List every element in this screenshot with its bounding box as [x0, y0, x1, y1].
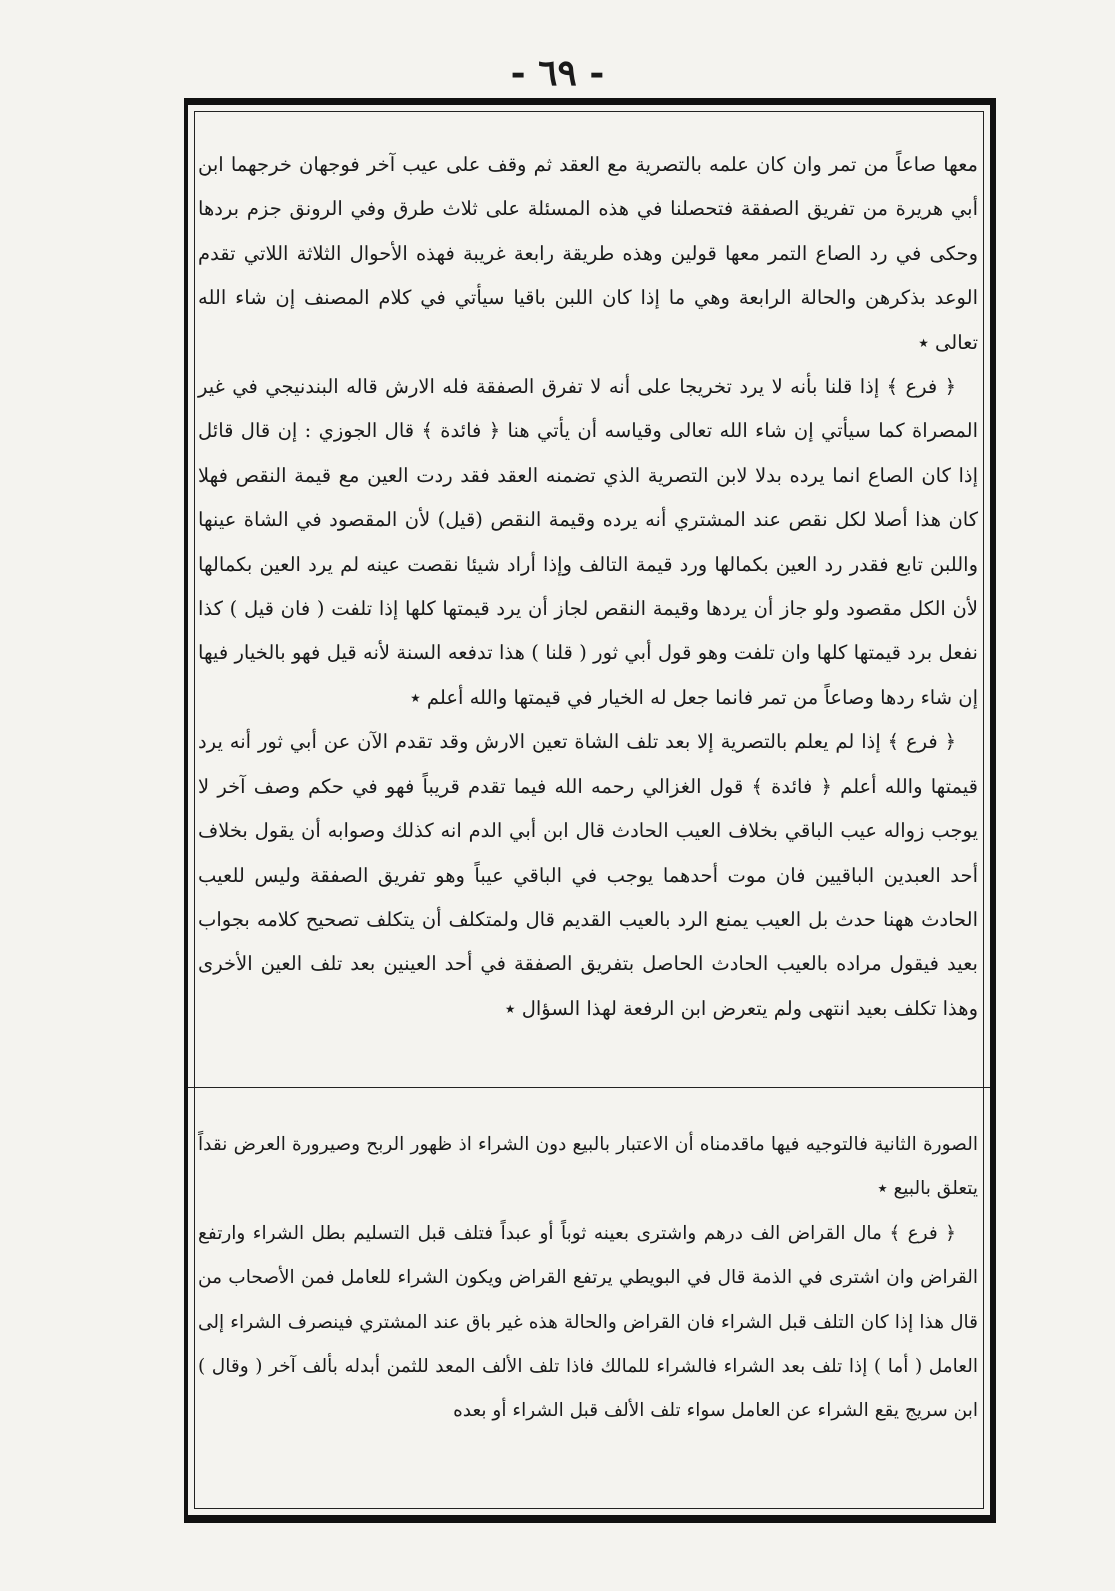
- section-divider: [188, 1087, 990, 1088]
- page-number: - ٦٩ -: [510, 52, 605, 94]
- paragraph: الصورة الثانية فالتوجيه فيها ماقدمناه أن الاعتبار بالبيع دون الشراء اذ ظهور الربح وصيرورة العرض نقداً يتعلق بالبيع ٭: [198, 1134, 978, 1200]
- paragraph: معها صاعاً من تمر وان كان علمه بالتصرية مع العقد ثم وقف على عيب آخر فوجهان خرجهما ابن أبي هريرة من تفريق الصفقة فتحصلنا في هذه المسئلة على ثلاث طرق وفي الرونق جزم بردها وحكى في رد الصاع التمر معها قولين وهذه طريقة رابعة غريبة فهذه الأحوال الثلاثة اللاتي تقدم الوعد بذكرهن والحالة الرابعة وهي ما إذا كان اللبن باقيا سيأتي في كلام المصنف إن شاء الله تعالى ٭: [198, 153, 978, 354]
- page-frame: [184, 98, 996, 1523]
- paragraph: ﴿ فرع ﴾ مال القراض الف درهم واشترى بعينه ثوباً أو عبداً فتلف قبل التسليم بطل الشراء وارتفع القراض وان اشترى في الذمة قال في البويطي يرتفع القراض ويكون الشراء للعامل فمن الأصحاب من قال هذا إذا كان التلف قبل الشراء فان القراض والحالة هذه غير باق عند المشتري فينصرف الشراء إلى العامل ( أما ) إذا تلف بعد الشراء فالشراء للمالك فاذا تلف الألف المعد للثمن أبدله بألف آخر ( وقال ) ابن سريج يقع الشراء عن العامل سواء تلف الألف قبل الشراء أو بعده: [198, 1222, 978, 1422]
- paragraph: ﴿ فرع ﴾ إذا قلنا بأنه لا يرد تخريجا على أنه لا تفرق الصفقة فله الارش قاله البندنيجي في غير المصراة كما سيأتي إن شاء الله تعالى وقياسه أن يأتي هنا ﴿ فائدة ﴾ قال الجوزي : إن قال قائل إذا كان الصاع انما يرده بدلا لابن التصرية الذي تضمنه العقد فقد ردت العين مع قيمة النقص فهلا كان هذا أصلا لكل نقص عند المشتري أنه يرده وقيمة النقص (قيل) لأن المقصود في الشاة عينها واللبن تابع فقدر رد العين بكمالها ورد قيمة التالف وإذا أراد شيئا نقصت عينه لم يرد العين بكمالها لأن الكل مقصود ولو جاز أن يردها وقيمة النقص لجاز أن يرد قيمتها كلها إذا تلفت ( فان قيل ) كذا نفعل برد قيمتها كلها وان تلفت وهو قول أبي ثور ( قلنا ) هذا تدفعه السنة لأنه قيل فهو بالخيار فيها إن شاء ردها وصاعاً من تمر فانما جعل له الخيار في قيمتها والله أعلم ٭: [198, 375, 978, 709]
- commentary-text: [198, 1123, 978, 1434]
- main-text: [198, 143, 978, 1031]
- paragraph: ﴿ فرع ﴾ إذا لم يعلم بالتصرية إلا بعد تلف الشاة تعين الارش وقد تقدم الآن عن أبي ثور أنه يرد قيمتها والله أعلم ﴿ فائدة ﴾ قول الغزالي رحمه الله فيما تقدم قريباً فهو في حكم وصف آخر لا يوجب زواله عيب الباقي بخلاف العيب الحادث قال ابن أبي الدم انه كذلك وصوابه أن يقول بخلاف أحد العبدين الباقيين فان موت أحدهما يوجب في الباقي عيباً وهو تفريق الصفقة وليس للعيب الحادث ههنا حدث بل العيب يمنع الرد بالعيب القديم قال ولمتكلف أن يتكلف تصحيح كلامه بجواب بعيد فيقول مراده بالعيب الحادث الحاصل بتفريق الصفقة في أحد العينين بعد تلف العين الأخرى وهذا تكلف بعيد انتهى ولم يتعرض ابن الرفعة لهذا السؤال ٭: [198, 730, 978, 1020]
